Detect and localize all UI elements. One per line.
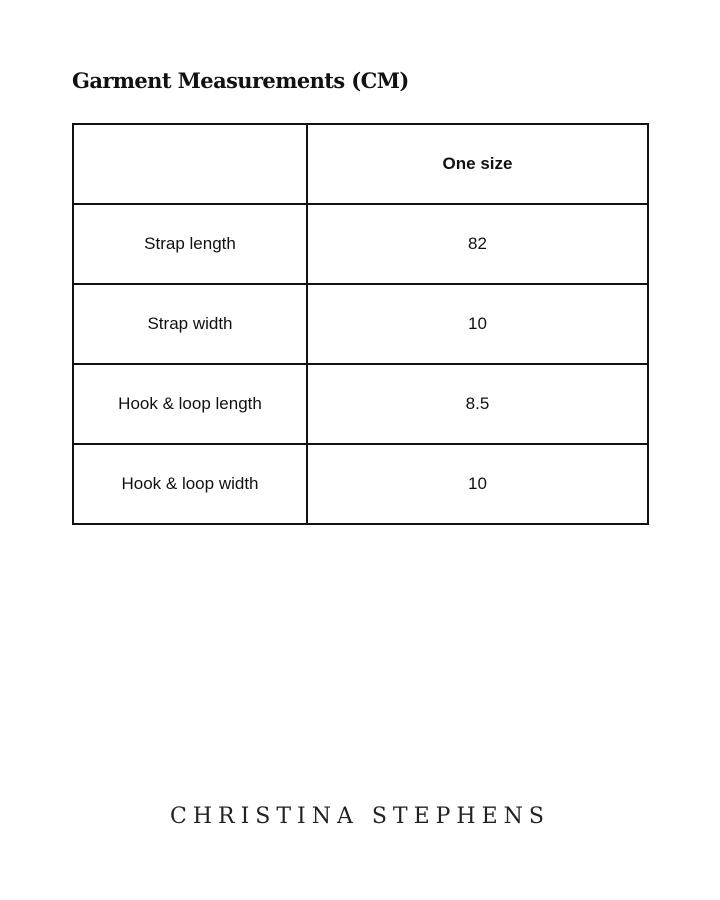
row-value-cell: 10 xyxy=(307,444,648,524)
header-size-cell: One size xyxy=(307,124,648,204)
page-title: Garment Measurements (CM) xyxy=(72,68,409,93)
row-label-cell: Hook & loop length xyxy=(73,364,307,444)
table-header-row xyxy=(73,124,648,204)
row-label-cell: Strap width xyxy=(73,284,307,364)
table-row xyxy=(73,284,648,364)
table-row xyxy=(73,364,648,444)
row-label-cell: Strap length xyxy=(73,204,307,284)
table-row xyxy=(73,204,648,284)
row-value-cell: 10 xyxy=(307,284,648,364)
row-value-cell: 82 xyxy=(307,204,648,284)
header-corner-cell xyxy=(73,124,307,204)
measurements-table xyxy=(72,123,649,525)
table-row xyxy=(73,444,648,524)
row-label-cell: Hook & loop width xyxy=(73,444,307,524)
brand-wordmark: CHRISTINA STEPHENS xyxy=(169,804,550,829)
row-value-cell: 8.5 xyxy=(307,364,648,444)
